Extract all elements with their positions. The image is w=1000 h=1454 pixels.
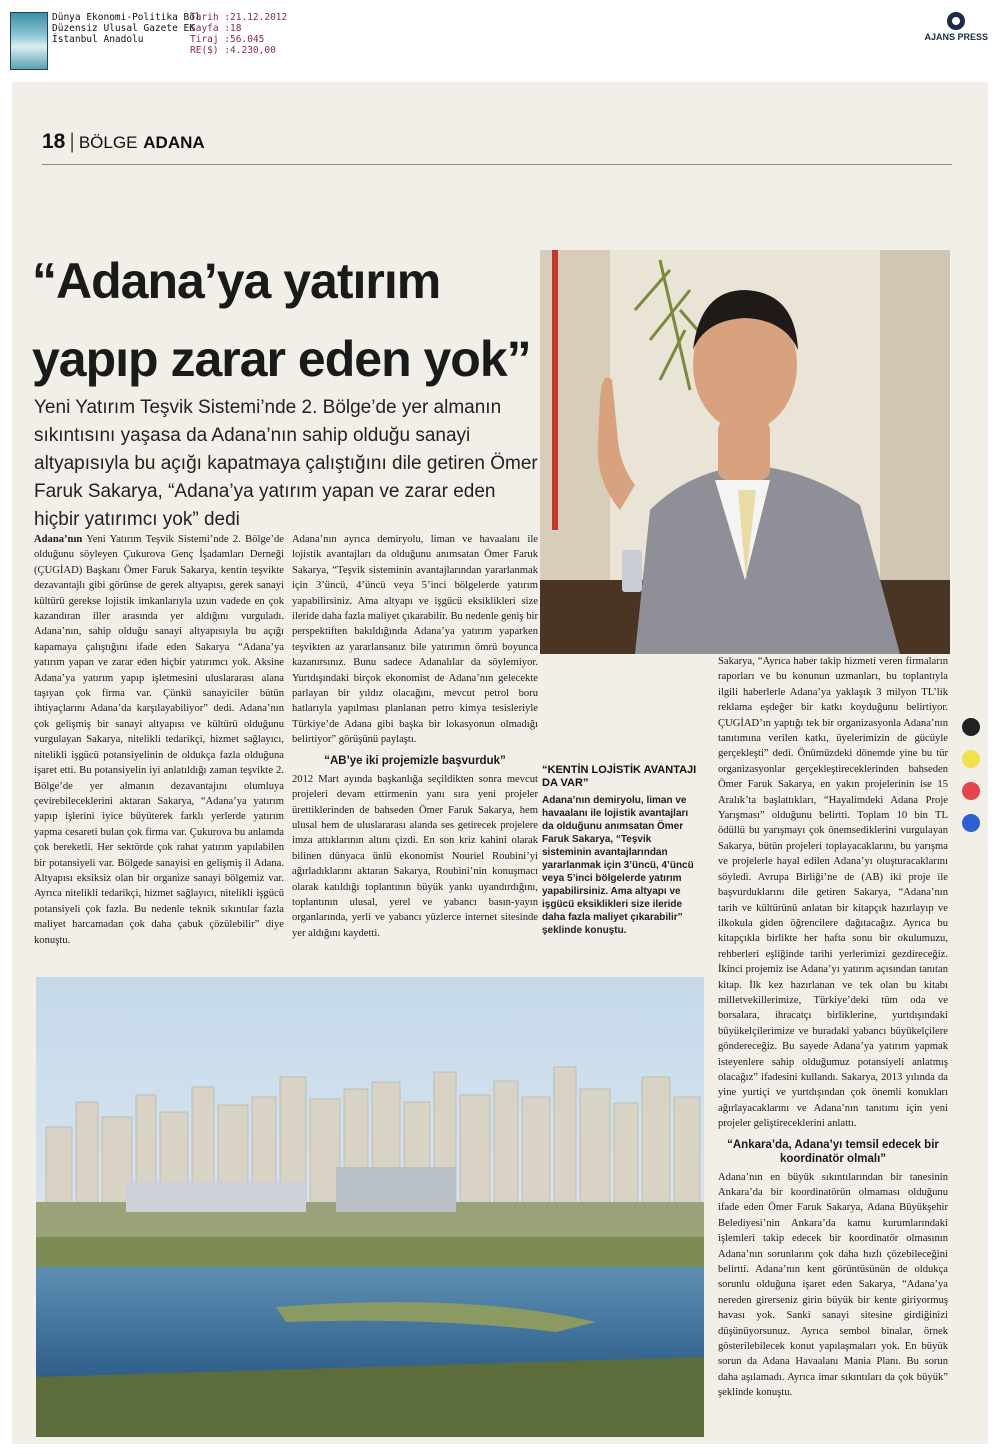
subheading: “AB’ye iki projemizle başvurduk” (324, 754, 506, 767)
header-divider: | (69, 130, 75, 153)
page-number: 18 (42, 130, 66, 153)
headline-line: “Adana’ya yatırım (32, 253, 441, 309)
registration-dot (962, 718, 980, 736)
header-rule (42, 164, 952, 165)
article-column-4 (718, 654, 948, 1401)
city-panorama-photo (36, 977, 704, 1437)
metadata-source (52, 12, 201, 45)
metadata-details (190, 12, 287, 56)
headline (32, 242, 552, 398)
source-line: İstanbul Anadolu (52, 34, 144, 45)
agency-logo (924, 12, 988, 42)
paragraph: Sakarya, “Ayrıca haber takip hizmeti veren firmaların raporları ve bu konunun uzmanları, bu toplantıyla ilgili haberlerle Adana’ya yaklaşık 3 milyon TL’lik reklama eşdeğer bir katkı koyduğunu belirtiyor. ÇUGİAD’ın yaptığı tek bir organizasyonla Adana’nın tanıtımına verilen katkı, üyelerimizin de gücüyle gerçekleşti” dedi. Önümüzdeki dönemde yine bu tür organizasyonlar gerçekleştireceklerinden bahseden Ömer Faruk Sakarya, en yakın projelerinin ise 15 Aralık’ta başlattıkları, “Hayalimdeki Adana Proje Yarışması” olduğunu belirtti. Toplam 10 bin TL ödüllü bu yarışmayı çok önemsediklerini vurgulayan Sakarya, bütün projeleri toplayacaklarını, bu yarışma ve projelerle hayal edilen Adana’yı oluşturacaklarını söyledi. Avrupa Birliği’ne de (AB) iki proje ile başvurduklarını dile getiren Sakarya, “Adana’nın tarih ve kültürünü anlatan bir kitapçık hazırlayıp ve ilkokula giden öğrencilere dağıtacağız. Ayrıca bu kitapçıkla birlikte her hafta sonu bir okulumuzu, rehberleri eşliğinde tarihi yerlerimizi gezdireceğiz. İkinci projemiz ise Adana’yı yatırım açısından tanıtan kitap. İlk kez hazırlanan ve tek olan bu kitabı milletvekillerimize, Türkiye’deki tüm oda ve borsalara, ihracatçı birliklerine, yurtdışındaki büyükelçilerimize ve buradaki yabancı büyükelçilere göndereceğiz. Bu sayede Adana’ya yatırım yapmak isteyenlere sahip olduğumuz potansiyeli anlatmış olacağız” ifadesini kullandı. Sakarya, 2013 yılında da yine yurtiçi ve yurtdışından çok önemli konukları ağırlayacaklarını ve Adana’nın tanıtımı için yeni projeler geliştireceklerini anlattı. (718, 656, 948, 1130)
lead-word: Adana’nın (34, 534, 83, 545)
paragraph: Adana’nın en büyük sıkıntılarından bir tanesinin Ankara’da bir koordinatörün olmaması olduğunu ifade eden Ömer Faruk Sakarya, Adana Büyükşehir Belediyesi’nin Ankara’da kamu kurumlarındaki işlemleri takip edecek bir koordinatör olmasının Adana’nın sorunlarını çok daha hızlı çözebileceğini belirtti. Adana’nın kent görüntüsünün de oldukça sorunlu olduğuna işaret eden Sakarya, “Adana’ya nereden girerseniz girin büyük bir kente giriyormuş havası yok. Sanki sanayi sitesine girdiğinizi düşünüyorsunuz. Ayrıca sembol binalar, örnek gösterilebilecek konut yapılaşmaları yok. En büyük sorun da Adana Havaalanı Mania Planı. Bu sorun daha aşılamadı. Ayrıca imar sıkıntıları da çok büyük” şeklinde konuştu. (718, 1171, 948, 1399)
source-line: Düzensiz Ulusal Gazete EK (52, 23, 195, 34)
agency-name: AJANS PRESS (924, 32, 988, 42)
page-line: Sayfa :18 (190, 23, 242, 34)
article-column-1 (34, 532, 284, 948)
circulation-line: Tiraj :56.045 (190, 34, 265, 45)
headline-line: yapıp zarar eden yok” (32, 331, 531, 387)
registration-dot (962, 814, 980, 832)
section-city: ADANA (143, 133, 205, 152)
agency-logo-icon (947, 12, 965, 30)
page-header (42, 130, 205, 154)
registration-dot (962, 750, 980, 768)
newspaper-thumbnail (10, 12, 48, 70)
paragraph: Adana’nın ayrıca demiryolu, liman ve havaalanı ile lojistik avantajları da olduğunu anımsatan Ömer Faruk Sakarya, “Teşvik sisteminin avantajlarından yararlanmak için 3’üncü, 4’üncü veya 5’inci bölgelerde yatırım yapabilirsiniz. Ama altyapı ve işgücü eksiklikleri size ileride daha fazla maliyet çıkarabilir. Bu nedenle geniş bir perspektiften bakıldığında Adana’ya yatırım yaparken teşvikten az yararlansanız bile yatırımın ömrü boyunca kazanırsınız. Bunu sadece Adanalılar da söylemiyor. Yurtdışındaki birçok ekonomist de Adana’nın gelecekte parlayan bir yıldız olacağını, mevcut petrol boru hatlarıyla yapılması planlanan petro kimya tesisleriyle Türkiye’de Adana gibi başka bir lokasyonun olmadığı belirtiyor” görüşünü paylaştı. (292, 534, 538, 746)
paragraph (34, 532, 284, 948)
portrait-photo (540, 250, 950, 654)
deck-subheading: Yeni Yatırım Teşvik Sistemi’nde 2. Bölge’de yer almanın sıkıntısını yaşasa da Adana’nın sahip olduğu sanayi altyapısıyla bu açığı kapatmaya çalıştığını dile getiren Ömer Faruk Sakarya, “Adana’ya yatırım yapan ve zarar eden hiçbir yatırımcı yok” dedi (34, 397, 538, 530)
paragraph: 2012 Mart ayında başkanlığa seçildikten sonra mevcut projeleri devam ettirmenin yanı sıra yeni projeler ürettiklerinden de bahseden Ömer Faruk Sakarya, hem ulusal hem de uluslararası alanda ses getirecek projelere imza attıklarının altını çizdi. En son kriz kahini olarak bilinen dünyaca ünlü ekonomist Nouriel Roubini’yi ağırladıklarını aktaran Sakarya, Roubini’nin konuşmacı olarak katıldığı toplantının büyük yankı uyandırdığını, toplantının ulusal, yerel ve yabancı basın-yayın organlarında, yerli ve yabancı yüzlerce internet sitesinde yer aldığını kaydetti. (292, 773, 538, 939)
color-registration-marks (962, 718, 980, 846)
article-column-2 (292, 532, 538, 941)
date-line: Tarih :21.12.2012 (190, 12, 288, 23)
source-line: Dünya Ekonomi-Politika Böl (52, 12, 201, 23)
paragraph-text: Yeni Yatırım Teşvik Sistemi’nde 2. Bölge’de olduğunu söyleyen Çukurova Genç İşadamları Derneği (ÇUGİAD) Başkanı Ömer Faruk Sakarya, kentin teşvikte dezavantajlı gibi görünse de gerek altyapısı, gerek sanayi kültürü gerekse lojistik imkanlarıyla uzun vadede en çok kazandıran iller arasında yer aldığını vurguladı. Adana’nın, sahip olduğu sanayi altyapısıyla bu açığı kapamaya çalıştığını ifade eden Sakarya “Adana’ya yatırım yapan ve zarar eden hiçbir yatırımcı yok. Aksine Adana’ya yatırım yapıp işletmesini uluslararası alana taşıyan çok firma var. Çünkü sanayiciler bütün ihtiyaçlarını Adana’da karşılayabiliyor” dedi. Adana’nın çok gelişmiş bir sanayi altyapısı ve kültürü olduğunu vurgulayan Sakarya, nitelikli tedarikçi, hizmet sağlayıcı, nitelikli işgücü potansiyelinin de oldukça fazla olduğuna işaret etti. Bu potansiyelin iyi anlatıldığı zaman teşvikte 2. Bölge’de yer almanın dezavantajını olumluya çevirebileceklerini aktaran Sakarya, “Adana’ya yatırım yapıp işlerini iyice büyüterek farklı yerlerde yatırım yapma cesareti bulan çok firma var. Çukurova bu anlamda çok bereketli. Her sektörde çok rahat yatırım yapılabilen bir potansiyeli var. Bölgede sanayisi en gelişmiş il Adana. Altyapısı eksiksiz olan bir organize sanayi bölgemiz var. Ayrıca nitelikli tedarikçi, hizmet sağlayıcı, nitelikli işgücü potansiyeli çok fazla. Bu nedenle teknik sıkıntılar fazla maliyet harcamadan çok daha çabuk çözülebilir” diye konuştu. (34, 534, 284, 946)
section-name: BÖLGE (78, 133, 138, 152)
clipping-metadata (0, 10, 1000, 72)
sidebar-quote (542, 764, 702, 937)
registration-dot (962, 782, 980, 800)
sidebar-title: “KENTİN LOJİSTİK AVANTAJI DA VAR” (542, 764, 697, 789)
ad-value-line: RE($) :4.230,00 (190, 45, 276, 56)
subheading: “Ankara’da, Adana’yı temsil edecek bir koordinatör olmalı” (727, 1138, 939, 1165)
newspaper-page (12, 82, 988, 1444)
sidebar-text: Adana’nın demiryolu, liman ve havaalanı ile lojistik avantajları da olduğunu anımsatan Ömer Faruk Sakarya, “Teşvik sisteminin avantajlarından yararlanmak için 3’üncü, 4’üncü veya 5’inci bölgelerde yatırım yapabilirsiniz. Ama altyapı ve işgücü eksiklikleri size ileride daha fazla maliyet çıkarabilir” şeklinde konuştu. (542, 795, 694, 936)
